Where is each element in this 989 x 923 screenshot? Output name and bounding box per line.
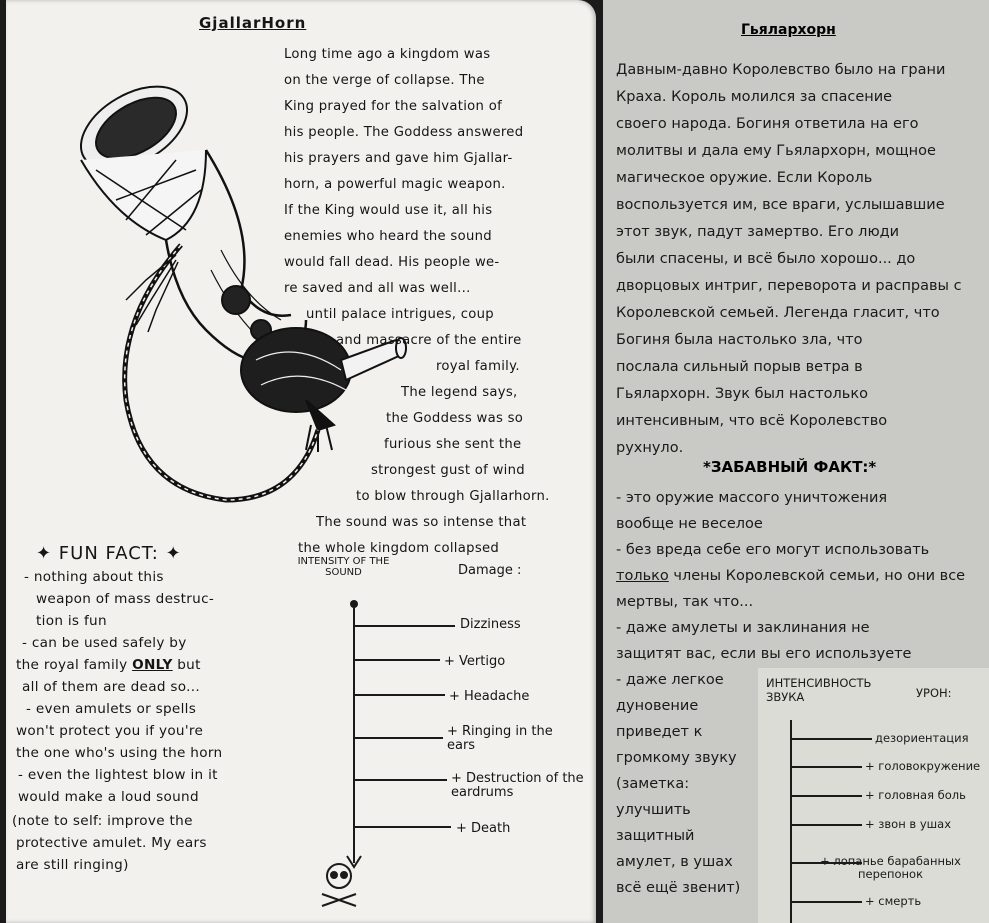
fun-fact-emphasis-ru: только <box>616 568 669 584</box>
story-line-ru: молитвы и дала ему Гьялархорн, мощное <box>616 143 936 159</box>
skull-icon <box>314 858 364 910</box>
story-line: If the King would use it, all his <box>284 203 493 218</box>
chart-tick-ru <box>792 766 862 768</box>
damage-level: Dizziness <box>460 617 521 632</box>
damage-level-ru: + смерть <box>865 894 922 908</box>
fun-fact-line-ru: амулет, в ушах <box>616 854 733 870</box>
chart-axis-line-ru <box>790 720 792 923</box>
story-line-ru: Гьялархорн. Звук был настолько <box>616 386 868 402</box>
story-line: to blow through Gjallarhorn. <box>356 489 550 504</box>
story-line: would fall dead. His people we- <box>284 255 500 270</box>
chart-axis-dot <box>350 600 358 608</box>
fun-fact-line-ru <box>616 568 965 584</box>
story-line: royal family. <box>436 359 520 374</box>
damage-level: + Headache <box>449 689 530 704</box>
chart-axis-line <box>353 603 355 863</box>
chart-tick <box>355 779 447 781</box>
right-translation-page <box>603 0 989 923</box>
fun-fact-line: the one who's using the horn <box>16 745 223 761</box>
fun-fact-line-ru: - без вреда себе его могут использовать <box>616 542 930 558</box>
fun-fact-line: - nothing about this <box>24 569 164 585</box>
fun-fact-line-ru: защитят вас, если вы его используете <box>616 646 912 662</box>
fun-fact-line: (note to self: improve the <box>12 813 193 829</box>
fun-fact-line-ru: (заметка: <box>616 776 690 792</box>
story-line-ru: своего народа. Богиня ответила на его <box>616 116 919 132</box>
damage-level-ru: + головокружение <box>865 759 981 773</box>
chart-damage-label-ru: УРОН: <box>916 686 952 700</box>
chart-damage-label: Damage : <box>458 563 522 578</box>
fun-fact-emphasis: ONLY <box>132 657 173 673</box>
left-notebook-page <box>6 0 596 923</box>
chart-tick-ru <box>792 901 862 903</box>
fun-fact-text: the royal family <box>16 657 128 673</box>
fun-fact-line-ru: - даже амулеты и заклинания не <box>616 620 870 636</box>
story-line-ru: магическое оружие. Если Король <box>616 170 873 186</box>
chart-tick-ru <box>792 824 862 826</box>
fun-fact-line-ru: мертвы, так что... <box>616 594 754 610</box>
story-line: the Goddess was so <box>386 411 524 426</box>
story-line-ru: рухнуло. <box>616 440 684 456</box>
story-line: Long time ago a kingdom was <box>284 47 491 62</box>
fun-fact-line: would make a loud sound <box>18 789 199 805</box>
story-line: and massacre of the entire <box>336 333 522 348</box>
chart-tick <box>355 826 451 828</box>
story-line-ru: воспользуется им, все враги, услышавшие <box>616 197 945 213</box>
story-line-ru: Краха. Король молился за спасение <box>616 89 893 105</box>
story-line: his prayers and gave him Gjallar- <box>284 151 513 166</box>
chart-axis-label: INTENSITY OF THE SOUND <box>297 556 390 578</box>
fun-fact-line <box>16 657 201 673</box>
story-line-ru: Давным-давно Королевство было на грани <box>616 62 946 78</box>
fun-fact-line-ru: всё ещё звенит) <box>616 880 741 896</box>
fun-fact-line: - even the lightest blow in it <box>18 767 218 783</box>
damage-chart-ru <box>758 668 989 923</box>
story-line: The sound was so intense that <box>316 515 527 530</box>
chart-tick-ru <box>792 738 872 740</box>
fun-fact-line-ru: приведет к <box>616 724 703 740</box>
story-line: strongest gust of wind <box>371 463 525 478</box>
fun-fact-line: all of them are dead so... <box>22 679 201 695</box>
damage-level-ru: дезориентация <box>875 731 969 745</box>
story-line: on the verge of collapse. The <box>284 73 485 88</box>
story-line: The legend says, <box>401 385 518 400</box>
story-line-ru: интенсивным, что всё Королевство <box>616 413 888 429</box>
damage-level: + Destruction of the eardrums <box>451 771 584 800</box>
fun-fact-text-ru: члены Королевской семьи, но они все <box>673 568 966 584</box>
story-line: his people. The Goddess answered <box>284 125 524 140</box>
fun-fact-text: but <box>177 657 201 673</box>
damage-level-ru: + звон в ушах <box>865 817 952 831</box>
chart-tick-ru <box>792 795 862 797</box>
fun-fact-line-ru: защитный <box>616 828 695 844</box>
fun-fact-line: weapon of mass destruc- <box>36 591 215 607</box>
page-title-russian: Гьялархорн <box>741 22 836 38</box>
story-line: until palace intrigues, coup <box>306 307 494 322</box>
fun-fact-title-ru: *ЗАБАВНЫЙ ФАКТ:* <box>703 458 877 476</box>
story-line-ru: были спасены, и всё было хорошо... до <box>616 251 916 267</box>
damage-level-ru: + лопанье барабанных перепонок <box>820 854 961 881</box>
fun-fact-line-ru: вообще не веселое <box>616 516 763 532</box>
chart-tick <box>355 625 455 627</box>
fun-fact-line-ru: громкому звуку <box>616 750 737 766</box>
fun-fact-line: - can be used safely by <box>22 635 187 651</box>
story-line: enemies who heard the sound <box>284 229 492 244</box>
story-line: re saved and all was well... <box>284 281 471 296</box>
fun-fact-line: are still ringing) <box>16 857 129 873</box>
fun-fact-line-ru: улучшить <box>616 802 691 818</box>
story-line: horn, a powerful magic weapon. <box>284 177 506 192</box>
fun-fact-line-ru: дуновение <box>616 698 699 714</box>
fun-fact-line-ru: - даже легкое <box>616 672 724 688</box>
story-line: the whole kingdom collapsed <box>298 541 500 556</box>
damage-level: + Vertigo <box>444 654 506 669</box>
fun-fact-line: - even amulets or spells <box>26 701 197 717</box>
page-title-english: GjallarHorn <box>199 14 307 32</box>
story-line: King prayed for the salvation of <box>284 99 503 114</box>
story-line-ru: послала сильный порыв ветра в <box>616 359 863 375</box>
chart-axis-label-ru: ИНТЕНСИВНОСТЬ ЗВУКА <box>766 676 872 704</box>
damage-level-ru: + головная боль <box>865 788 966 802</box>
story-line-ru: дворцовых интриг, переворота и расправы с <box>616 278 962 294</box>
story-line-ru: Королевской семьей. Легенда гласит, что <box>616 305 940 321</box>
damage-level: + Death <box>456 821 511 836</box>
fun-fact-title: ✦ FUN FACT: ✦ <box>36 543 182 564</box>
fun-fact-line: protective amulet. My ears <box>16 835 207 851</box>
fun-fact-line-ru: - это оружие массого уничтожения <box>616 490 888 506</box>
story-line-ru: Богиня была настолько зла, что <box>616 332 863 348</box>
chart-tick <box>355 659 440 661</box>
chart-tick <box>355 694 445 696</box>
chart-tick <box>355 737 443 739</box>
story-line-ru: этот звук, падут замертво. Его люди <box>616 224 900 240</box>
fun-fact-line: won't protect you if you're <box>16 723 204 739</box>
damage-level: + Ringing in the ears <box>447 724 553 753</box>
fun-fact-line: tion is fun <box>36 613 107 629</box>
story-line: furious she sent the <box>384 437 522 452</box>
